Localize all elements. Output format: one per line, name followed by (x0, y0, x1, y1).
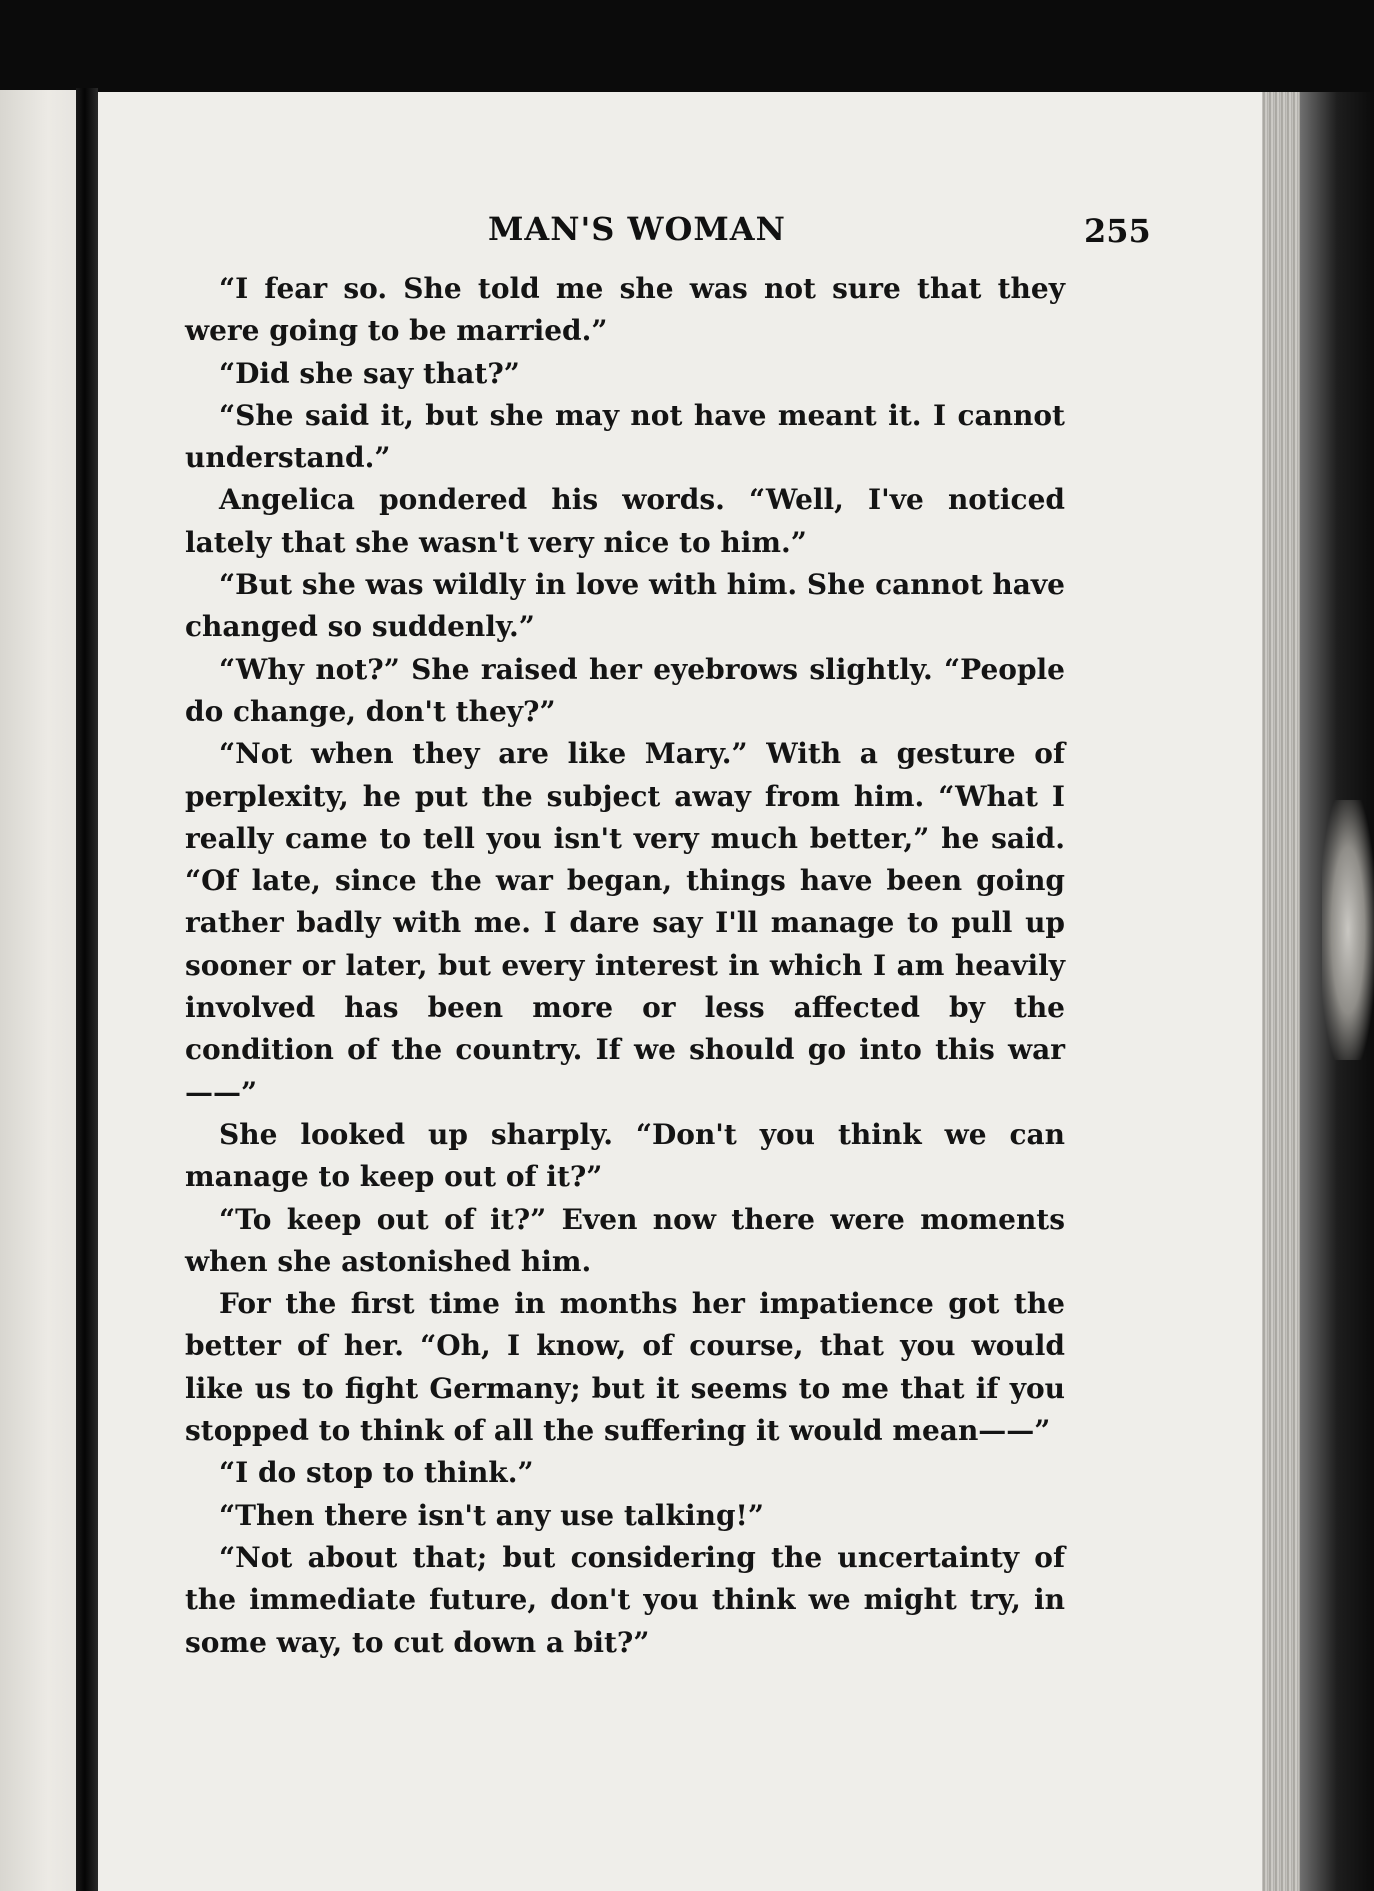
paragraph: Angelica pondered his words. “Well, I've noticed lately that she wasn't very nice to him.” (185, 483, 1065, 559)
paragraph: “I do stop to think.” (219, 1456, 534, 1490)
book-gutter (76, 88, 98, 1891)
paragraph: “I fear so. She told me she was not sure that they were going to be married.” (185, 272, 1065, 348)
running-title: MAN'S WOMAN (488, 210, 786, 248)
paragraph: For the first time in months her impatience got the better of her. “Oh, I know, of course, that you would like us to fight Germany; but it seems to me that if you stopped to think of all the suffering it would mean——” (185, 1287, 1065, 1448)
paper-damage (1322, 800, 1374, 1060)
paragraph: “Did she say that?” (219, 356, 520, 390)
facing-page-edge (0, 90, 80, 1891)
paragraph: “Then there isn't any use talking!” (219, 1498, 764, 1532)
page-number: 255 (1084, 212, 1151, 250)
paragraph: “She said it, but she may not have meant it. I cannot understand.” (185, 398, 1065, 475)
paragraph: “Not about that; but considering the uncertainty of the immediate future, don't you think we might try, in some way, to cut down a bit?” (185, 1540, 1065, 1659)
paragraph: “But she was wildly in love with him. She cannot have changed so suddenly.” (185, 568, 1065, 644)
body-text (185, 268, 1065, 1664)
paragraph: “Not when they are like Mary.” With a gesture of perplexity, he put the subject away from him. “What I really came to tell you isn't very much better,” he said. “Of late, since the war began, things have been going rather badly with me. I dare say I'll manage to pull up sooner or later, but every interest in which I am heavily involved has been more or less affected by the condition of the country. If we should go into this war——” (185, 737, 1065, 1109)
paragraph: “Why not?” She raised her eyebrows slightly. “People do change, don't they?” (185, 652, 1065, 728)
running-header (100, 210, 1200, 260)
paragraph: “To keep out of it?” Even now there were moments when she astonished him. (185, 1202, 1065, 1278)
paragraph: She looked up sharply. “Don't you think we can manage to keep out of it?” (185, 1117, 1065, 1194)
